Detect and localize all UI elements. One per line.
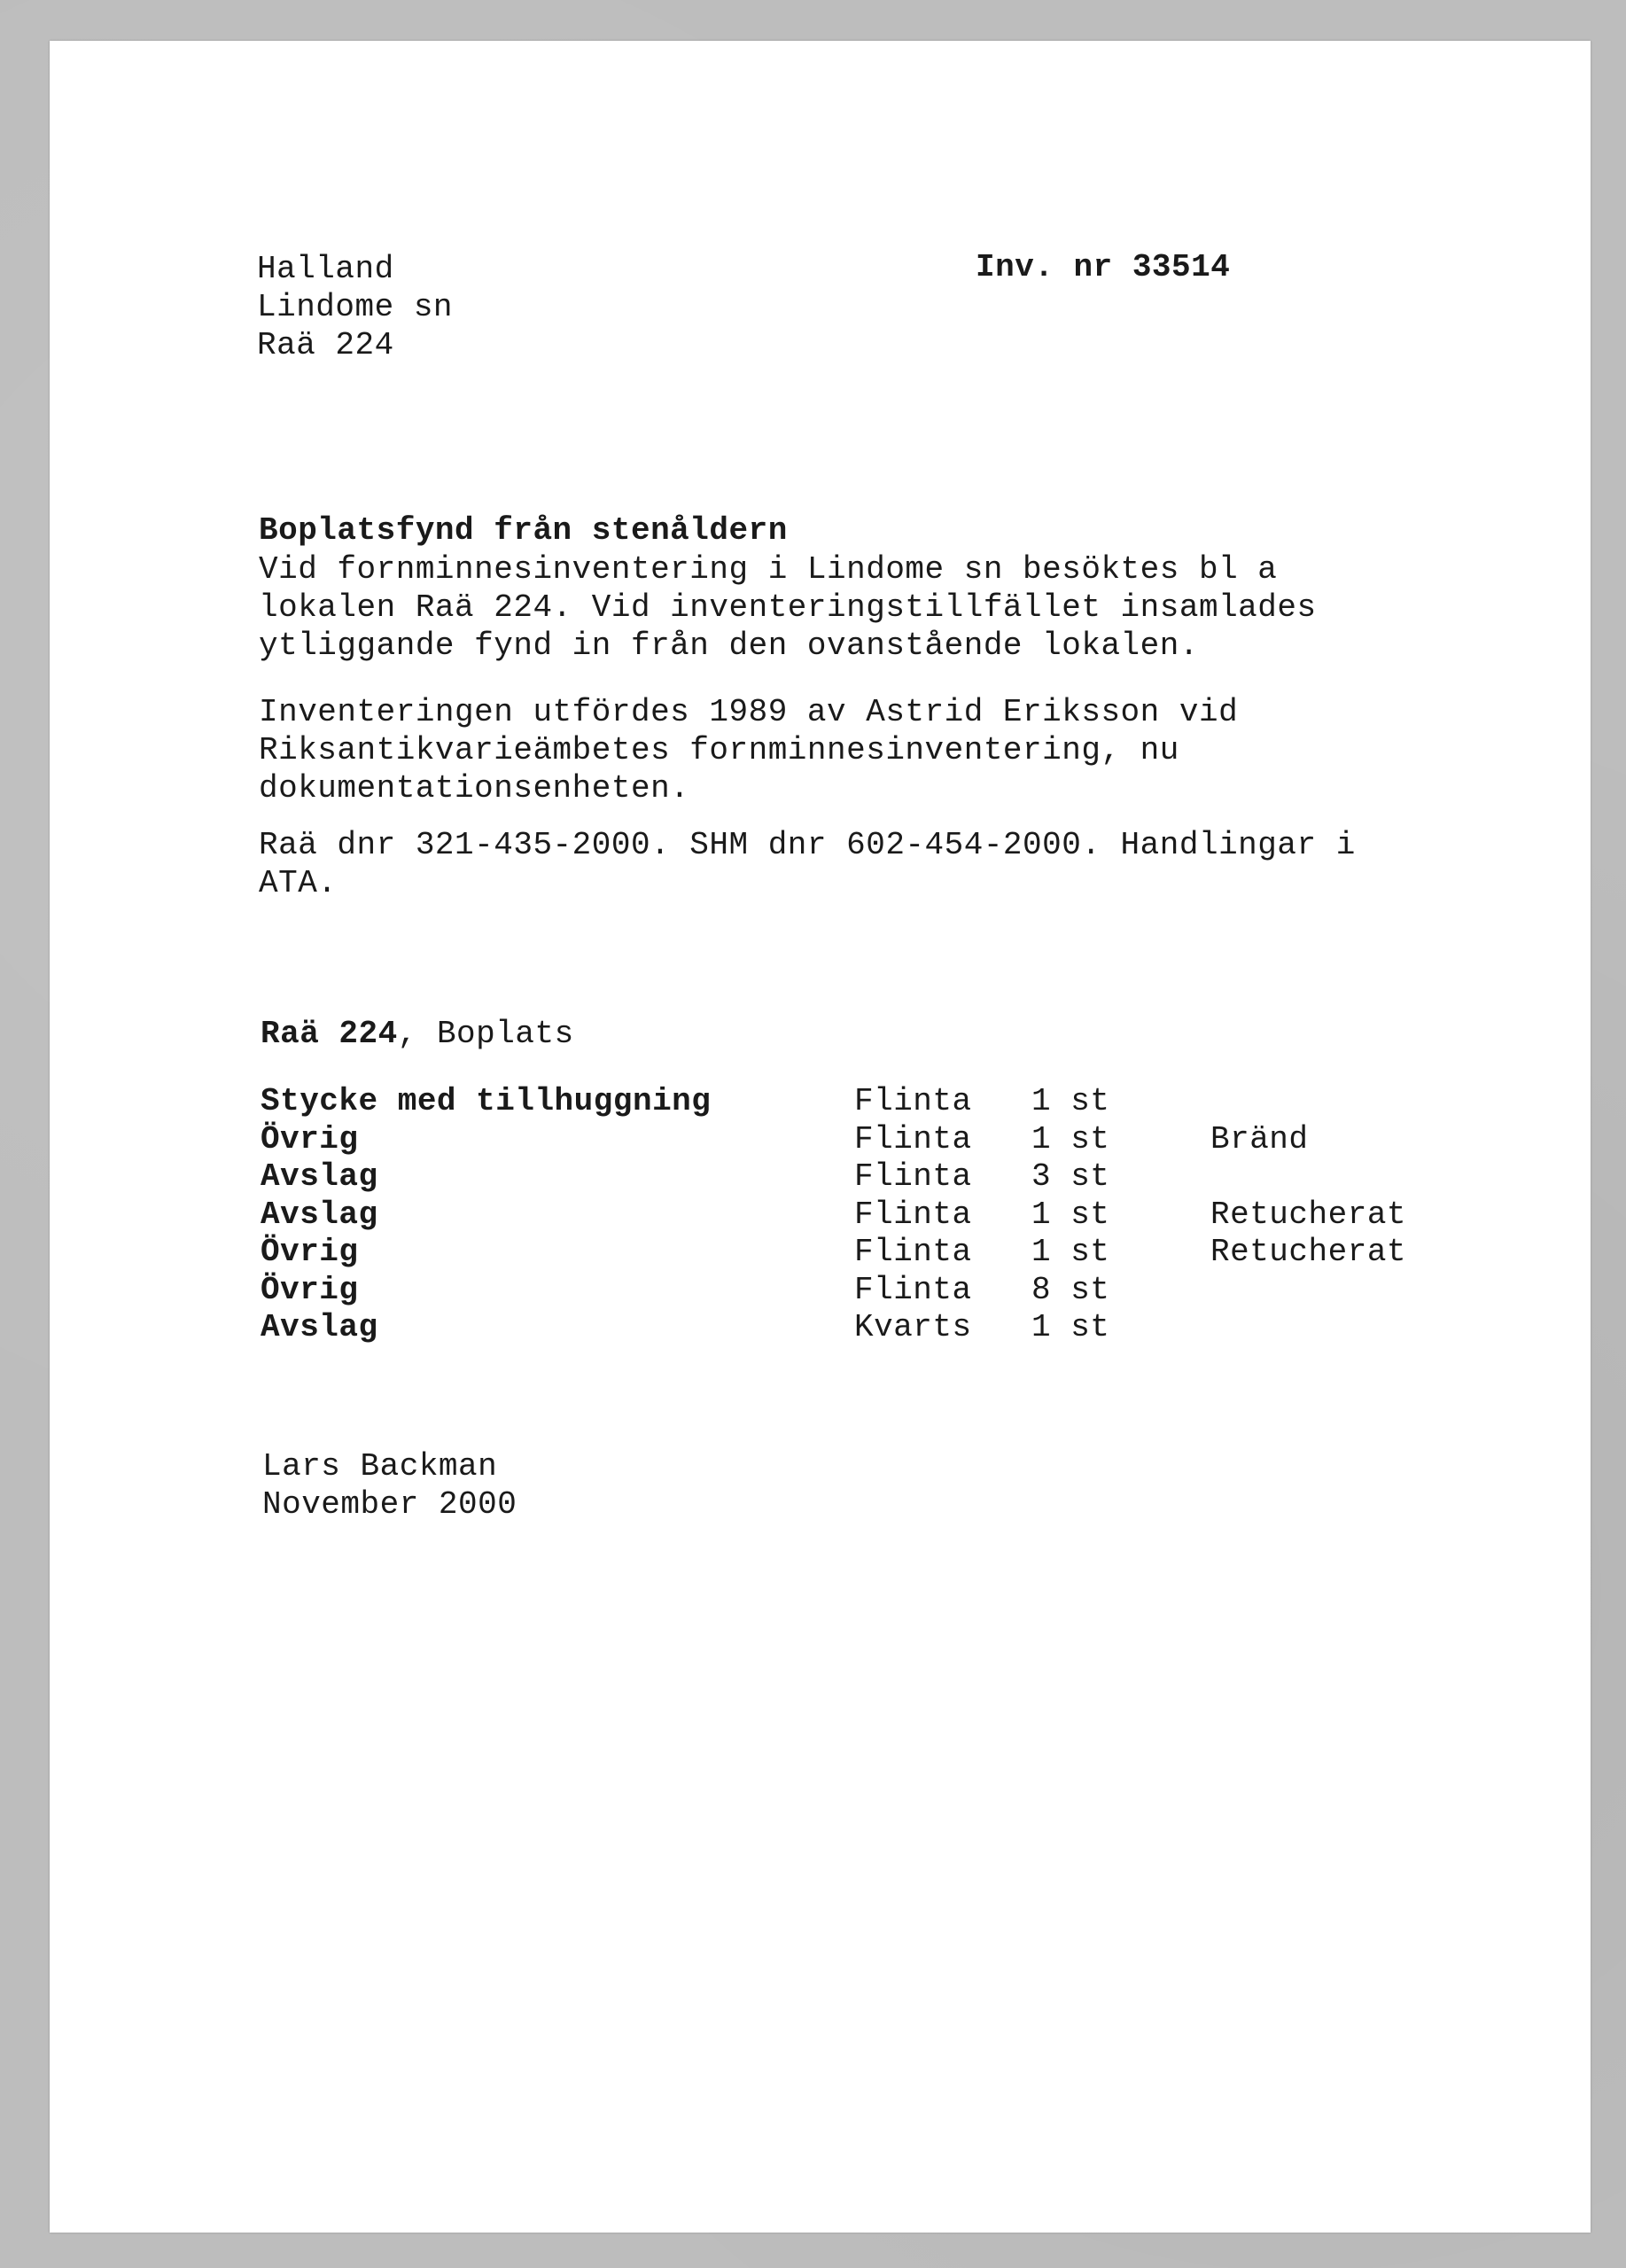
find-note: Bränd bbox=[1210, 1120, 1309, 1157]
find-note: Retucherat bbox=[1210, 1196, 1407, 1233]
find-quantity: 1 st bbox=[1031, 1196, 1110, 1233]
find-type: Övrig bbox=[261, 1120, 359, 1157]
inventory-number: Inv. nr 33514 bbox=[976, 249, 1231, 285]
paragraph-survey: Vid fornminnesinventering i Lindome sn besöktes bl a lokalen Raä 224. Vid inventeringstillfället insamlades ytliggande fynd in från den ovanstående lokalen. bbox=[259, 551, 1317, 664]
paragraph-surveyor: Inventeringen utfördes 1989 av Astrid Eriksson vid Riksantikvarieämbetes fornminnesinventering, nu dokumentationsenheten. bbox=[259, 694, 1239, 807]
finds-table bbox=[261, 1082, 1457, 1346]
table-row bbox=[261, 1308, 1457, 1346]
site-name: Raä 224 bbox=[261, 1016, 398, 1052]
find-quantity: 1 st bbox=[1031, 1083, 1110, 1119]
document-heading: Boplatsfynd från stenåldern bbox=[259, 512, 788, 549]
signature-date: November 2000 bbox=[262, 1486, 517, 1523]
find-type: Stycke med tillhuggning bbox=[261, 1083, 712, 1119]
find-quantity: 8 st bbox=[1031, 1271, 1110, 1308]
find-material: Flinta bbox=[854, 1120, 972, 1157]
site-type: , Boplats bbox=[397, 1016, 574, 1052]
signature-author: Lars Backman bbox=[262, 1448, 498, 1485]
location-province: Halland bbox=[257, 251, 394, 287]
table-row bbox=[261, 1120, 1457, 1158]
find-note: Retucherat bbox=[1210, 1234, 1407, 1270]
find-type: Övrig bbox=[261, 1271, 359, 1308]
find-material: Flinta bbox=[854, 1271, 972, 1308]
find-material: Flinta bbox=[854, 1158, 972, 1195]
find-type: Avslag bbox=[261, 1158, 378, 1195]
find-quantity: 1 st bbox=[1031, 1120, 1110, 1157]
find-material: Flinta bbox=[854, 1083, 972, 1119]
find-type: Övrig bbox=[261, 1234, 359, 1270]
find-quantity: 1 st bbox=[1031, 1234, 1110, 1270]
find-material: Kvarts bbox=[854, 1309, 972, 1345]
signature-block bbox=[262, 1447, 517, 1524]
table-row bbox=[261, 1082, 1457, 1120]
find-quantity: 3 st bbox=[1031, 1158, 1110, 1195]
site-heading bbox=[261, 1015, 574, 1053]
location-parish: Lindome sn bbox=[257, 289, 454, 325]
find-quantity: 1 st bbox=[1031, 1309, 1110, 1345]
find-material: Flinta bbox=[854, 1196, 972, 1233]
find-material: Flinta bbox=[854, 1234, 972, 1270]
location-site-number: Raä 224 bbox=[257, 327, 394, 363]
table-row bbox=[261, 1271, 1457, 1309]
find-type: Avslag bbox=[261, 1196, 378, 1233]
paragraph-references: Raä dnr 321-435-2000. SHM dnr 602-454-2000. Handlingar i ATA. bbox=[259, 827, 1356, 901]
document-page bbox=[50, 41, 1591, 2233]
location-block bbox=[257, 250, 453, 364]
table-row bbox=[261, 1157, 1457, 1196]
find-type: Avslag bbox=[261, 1309, 378, 1345]
table-row bbox=[261, 1233, 1457, 1271]
table-row bbox=[261, 1196, 1457, 1234]
